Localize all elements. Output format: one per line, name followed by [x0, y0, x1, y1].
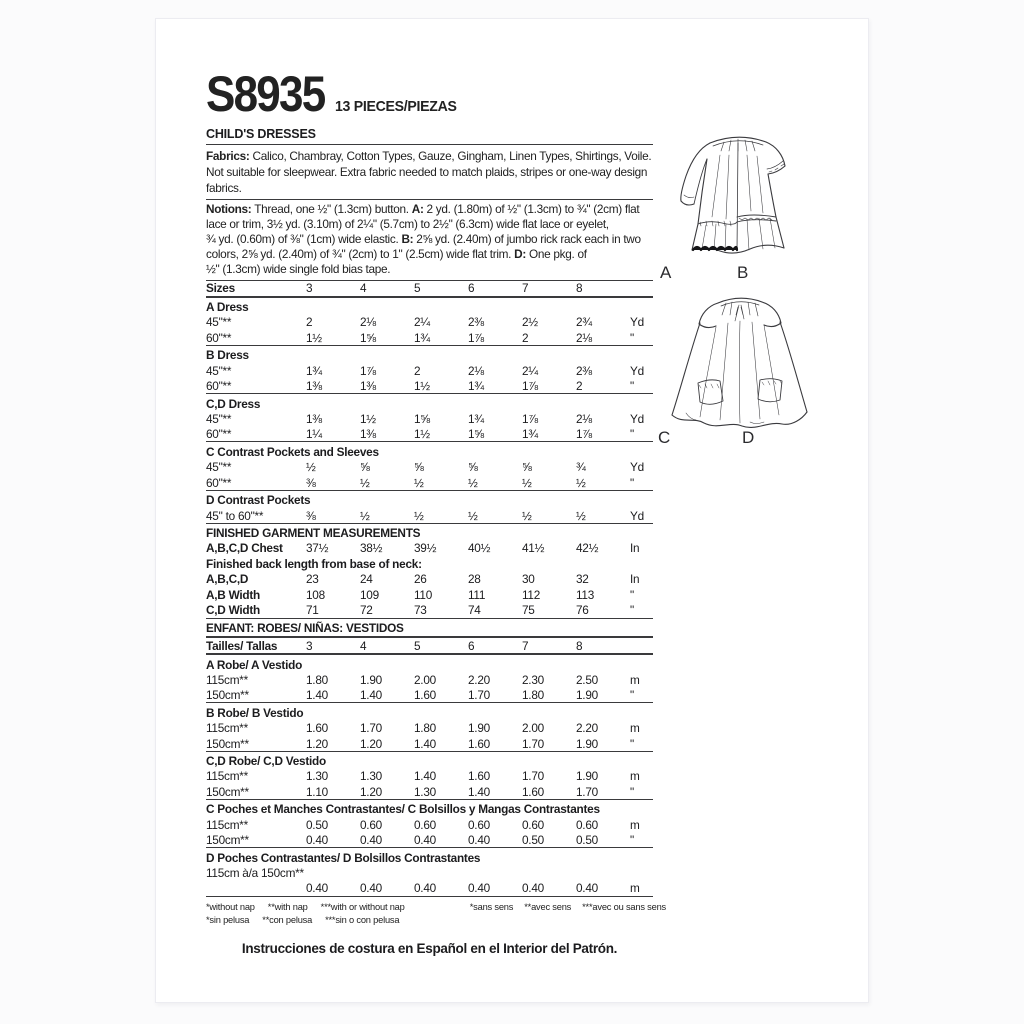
table-row — [206, 865, 653, 880]
section-title: B Dress — [206, 348, 249, 363]
table-row — [206, 329, 653, 344]
title-row — [206, 63, 653, 122]
unit-cell: " — [630, 603, 634, 617]
unit-cell: In — [630, 541, 640, 556]
metric-section-heading: ENFANT: ROBES/ NIÑAS: VESTIDOS — [206, 618, 653, 637]
pattern-number: S8935 — [206, 66, 325, 122]
row-label: Finished back length from base of neck: — [206, 556, 422, 571]
row-label: A,B Width — [206, 587, 260, 602]
value-cell: 30 — [522, 572, 535, 587]
row-label: 45"** — [206, 315, 232, 330]
value-cell: 2⅛ — [576, 330, 592, 345]
size-column-header: 4 — [360, 638, 367, 653]
row-label: 60"** — [206, 475, 232, 490]
unit-cell: Yd — [630, 508, 644, 523]
unit-cell: " — [630, 688, 634, 703]
value-cell: ¾ — [576, 460, 586, 475]
footnote-french-group — [459, 901, 666, 914]
value-cell: 0.60 — [576, 817, 598, 832]
value-cell: 1.30 — [360, 769, 382, 784]
value-cell: 0.40 — [360, 881, 382, 896]
footnote-spanish-group — [206, 914, 412, 927]
section-title-row — [206, 654, 653, 672]
value-cell: 1¾ — [306, 363, 322, 378]
view-b-label: B — [737, 263, 749, 282]
value-cell: 0.50 — [306, 817, 328, 832]
size-column-header: 8 — [576, 638, 583, 653]
value-cell: ½ — [576, 475, 586, 490]
value-cell: ½ — [414, 508, 424, 523]
value-cell: 0.40 — [360, 833, 382, 848]
text-run: Thread, one ½" (1.3cm) button. — [251, 202, 412, 216]
section-title: C,D Dress — [206, 396, 261, 411]
value-cell: 2⅜ — [468, 315, 484, 330]
section-title-row — [206, 441, 653, 459]
row-label: 60"** — [206, 330, 232, 345]
value-cell: 1⅜ — [306, 379, 322, 394]
value-cell: 1⅝ — [468, 427, 484, 442]
value-cell: 71 — [306, 603, 319, 617]
unit-cell: Yd — [630, 411, 644, 426]
row-label: 150cm** — [206, 833, 249, 848]
bold-term: D: — [514, 246, 527, 261]
value-cell: 1.90 — [576, 769, 598, 784]
value-cell: 1.90 — [468, 721, 490, 736]
footnote-line-2 — [206, 914, 666, 927]
table-row — [206, 474, 653, 489]
section-title: C Contrast Pockets and Sleeves — [206, 444, 379, 459]
value-cell: 1¾ — [522, 427, 538, 442]
unit-cell: " — [630, 475, 634, 490]
text-run: Not suitable for sleepwear. Extra fabric needed to match plaids, stripes or one-way design — [206, 165, 648, 179]
value-cell: ⅝ — [414, 460, 424, 475]
section-title-row — [206, 847, 653, 865]
value-cell: 1.80 — [306, 672, 328, 687]
section-title-row — [206, 393, 653, 411]
size-column-header: 6 — [468, 638, 475, 653]
table-row — [206, 880, 653, 895]
table-row — [206, 687, 653, 702]
paragraph-line — [206, 180, 653, 196]
table-row — [206, 720, 653, 735]
paragraph-line — [206, 247, 653, 262]
table-row — [206, 571, 653, 586]
value-cell: 1⅝ — [360, 330, 376, 345]
section-title-row — [206, 297, 653, 315]
value-cell: ½ — [522, 475, 532, 490]
value-cell: 2¾ — [576, 315, 592, 330]
fabrics-paragraph — [206, 148, 653, 200]
value-cell: 1.60 — [414, 688, 436, 703]
row-label: A,B,C,D Chest — [206, 541, 283, 556]
value-cell: 1⅝ — [414, 411, 430, 426]
row-label: 115cm à/a 150cm** — [206, 866, 304, 881]
value-cell: 0.40 — [468, 833, 490, 848]
value-cell: 1.80 — [414, 721, 436, 736]
size-column-header: 3 — [306, 281, 313, 296]
dress-ab-illustration — [650, 129, 830, 299]
value-cell: ½ — [306, 460, 316, 475]
value-cell: 2 — [576, 379, 583, 394]
size-column-header: 3 — [306, 638, 313, 653]
dress-cd-line-art — [646, 291, 836, 446]
value-cell: 1.10 — [306, 784, 328, 799]
value-cell: 1.40 — [306, 688, 328, 703]
header-label: Sizes — [206, 281, 235, 296]
value-cell: 0.60 — [360, 817, 382, 832]
text-run: ½" (1.3cm) wide single fold bias tape. — [206, 261, 391, 276]
footnote-item: ***sin o con pelusa — [325, 915, 400, 926]
section-title: C Poches et Manches Contrastantes/ C Bolsillos y Mangas Contrastantes — [206, 802, 600, 817]
value-cell: 0.50 — [576, 833, 598, 848]
table-row — [206, 602, 653, 617]
row-label: 150cm** — [206, 736, 249, 751]
table-row — [206, 832, 653, 847]
value-cell: 1.90 — [576, 688, 598, 703]
value-cell: 2 — [414, 363, 421, 378]
paragraph-line — [206, 232, 653, 247]
value-cell: 0.40 — [414, 881, 436, 896]
value-cell: 0.40 — [306, 881, 328, 896]
size-column-header: 7 — [522, 638, 529, 653]
value-cell: 24 — [360, 572, 373, 587]
table-row — [206, 555, 653, 570]
value-cell: 1.20 — [360, 736, 382, 751]
metric-yardage-table — [206, 637, 653, 897]
value-cell: 28 — [468, 572, 481, 587]
value-cell: 109 — [360, 587, 379, 602]
value-cell: 1½ — [414, 379, 430, 394]
value-cell: 72 — [360, 603, 373, 617]
pattern-envelope-back — [155, 18, 869, 1003]
value-cell: 75 — [522, 603, 535, 617]
value-cell: 2⅜ — [576, 363, 592, 378]
row-label: 115cm** — [206, 769, 248, 784]
value-cell: ½ — [576, 508, 586, 523]
size-column-header: 8 — [576, 281, 583, 296]
footnote-item: ***with or without nap — [320, 902, 405, 913]
pieces-count: 13 PIECES/PIEZAS — [334, 98, 457, 115]
table-row — [206, 362, 653, 377]
value-cell: 2 — [306, 315, 313, 330]
unit-cell: " — [630, 330, 634, 345]
value-cell: 1.20 — [306, 736, 328, 751]
unit-cell: Yd — [630, 315, 644, 330]
value-cell: 1.70 — [468, 688, 490, 703]
value-cell: 2.50 — [576, 672, 598, 687]
table-row — [206, 314, 653, 329]
value-cell: 2¼ — [522, 363, 538, 378]
text-run: One pkg. of — [526, 246, 587, 261]
value-cell: ½ — [522, 508, 532, 523]
value-cell: ⅝ — [360, 460, 370, 475]
section-title: D Poches Contrastantes/ D Bolsillos Contrastantes — [206, 850, 481, 865]
text-run: fabrics. — [206, 181, 242, 195]
value-cell: 1.60 — [468, 769, 490, 784]
row-label: 60"** — [206, 427, 232, 442]
footnote-item: **con pelusa — [262, 915, 313, 926]
footnote-item: *sin pelusa — [206, 915, 250, 926]
value-cell: 2⅛ — [468, 363, 484, 378]
value-cell: 39½ — [414, 541, 437, 556]
value-cell: 2.00 — [414, 672, 436, 687]
value-cell: ½ — [468, 475, 478, 490]
value-cell: 76 — [576, 603, 589, 617]
value-cell: 1.70 — [576, 784, 598, 799]
value-cell: ⅝ — [468, 460, 478, 475]
size-column-header: 7 — [522, 281, 529, 296]
row-label: 60"** — [206, 379, 232, 394]
row-label: 150cm** — [206, 784, 249, 799]
section-title: FINISHED GARMENT MEASUREMENTS — [206, 526, 421, 541]
row-label: C,D Width — [206, 603, 260, 617]
value-cell: 1.40 — [360, 688, 382, 703]
footnote-item: ***avec ou sans sens — [582, 902, 666, 913]
value-cell: 1.40 — [414, 769, 436, 784]
unit-cell: m — [630, 881, 640, 896]
value-cell: ½ — [414, 475, 424, 490]
value-cell: 1.90 — [360, 672, 382, 687]
paragraph-line — [206, 217, 653, 232]
section-title: B Robe/ B Vestido — [206, 705, 304, 720]
unit-cell: In — [630, 572, 640, 587]
value-cell: 1⅞ — [360, 363, 376, 378]
table-header-row — [206, 637, 653, 654]
footnotes — [206, 901, 666, 927]
value-cell: 1¾ — [414, 330, 430, 345]
footnote-item: **with nap — [267, 902, 308, 913]
value-cell: 1.80 — [522, 688, 544, 703]
value-cell: 2¼ — [414, 315, 430, 330]
value-cell: 2.20 — [576, 721, 598, 736]
value-cell: 1.60 — [306, 721, 328, 736]
value-cell: 23 — [306, 572, 319, 587]
value-cell: 2.00 — [522, 721, 544, 736]
value-cell: 1.90 — [576, 736, 598, 751]
unit-cell: m — [630, 817, 640, 832]
table-row — [206, 411, 653, 426]
document-heading: CHILD'S DRESSES — [206, 127, 653, 145]
value-cell: 41½ — [522, 541, 545, 556]
value-cell: 1⅞ — [522, 411, 538, 426]
value-cell: 1¾ — [468, 379, 484, 394]
table-row — [206, 586, 653, 601]
section-title: D Contrast Pockets — [206, 493, 311, 508]
view-d-label: D — [742, 428, 755, 447]
value-cell: 113 — [576, 587, 595, 602]
footnote-item: *sans sens — [469, 902, 514, 913]
value-cell: 1⅞ — [522, 379, 538, 394]
value-cell: ½ — [468, 508, 478, 523]
value-cell: 0.50 — [522, 833, 544, 848]
value-cell: 110 — [414, 587, 433, 602]
value-cell: 26 — [414, 572, 427, 587]
row-label: 115cm** — [206, 721, 248, 736]
value-cell: 1.30 — [306, 769, 328, 784]
value-cell: 1.20 — [360, 784, 382, 799]
dress-ab-line-art — [650, 129, 830, 279]
main-content-column — [206, 63, 666, 957]
value-cell: 1.60 — [468, 736, 490, 751]
unit-cell: " — [630, 379, 634, 394]
bold-term: A: — [411, 202, 424, 216]
row-label: 45"** — [206, 363, 232, 378]
unit-cell: " — [630, 587, 634, 602]
value-cell: 1⅞ — [576, 427, 592, 442]
table-row — [206, 735, 653, 750]
value-cell: ⅝ — [522, 460, 532, 475]
section-title: A Dress — [206, 300, 249, 315]
value-cell: 1⅜ — [360, 427, 376, 442]
value-cell: 2.30 — [522, 672, 544, 687]
row-label: 115cm** — [206, 817, 248, 832]
table-row — [206, 816, 653, 831]
section-title: C,D Robe/ C,D Vestido — [206, 754, 326, 769]
footnote-item: **avec sens — [524, 902, 572, 913]
table-row — [206, 672, 653, 687]
unit-cell: " — [630, 736, 634, 751]
value-cell: 0.60 — [414, 817, 436, 832]
notions-paragraph — [206, 202, 653, 280]
text-run: lace or trim, 3½ yd. (3.10m) of 2¼" (5.7cm) to 2½" (6.3cm) wide flat lace or eyelet, — [206, 216, 609, 231]
footnote-line-1 — [206, 901, 666, 914]
unit-cell: " — [630, 427, 634, 442]
unit-cell: m — [630, 769, 640, 784]
value-cell: 74 — [468, 603, 481, 617]
footnote-item: *without nap — [206, 902, 255, 913]
value-cell: 0.40 — [468, 881, 490, 896]
paragraph-line — [206, 202, 653, 217]
value-cell: 2.20 — [468, 672, 490, 687]
value-cell: 1.30 — [414, 784, 436, 799]
value-cell: 0.60 — [522, 817, 544, 832]
spanish-instructions-note: Instrucciones de costura en Español en el Interior del Patrón. — [241, 941, 618, 957]
section-title-row — [206, 345, 653, 363]
value-cell: 2⅛ — [360, 315, 376, 330]
section-title-row — [206, 799, 653, 817]
text-run: colors, 2⅝ yd. (2.40m) of ¾" (2cm) to 1" (2.5cm) wide flat trim. — [206, 246, 515, 261]
value-cell: 1⅜ — [360, 379, 376, 394]
table-row — [206, 768, 653, 783]
value-cell: 1.70 — [360, 721, 382, 736]
table-header-row — [206, 280, 653, 297]
text-run: 2⅝ yd. (2.40m) of jumbo rick rack each in two — [413, 231, 641, 246]
text-run: Calico, Chambray, Cotton Types, Gauze, Gingham, Linen Types, Shirtings, Voile. — [249, 149, 652, 163]
section-title-row — [206, 702, 653, 720]
text-run: 2 yd. (1.80m) of ½" (1.3cm) to ¾" (2cm) flat — [423, 202, 640, 216]
bold-term: B: — [401, 231, 414, 246]
value-cell: ½ — [360, 475, 370, 490]
view-c-label: C — [658, 428, 671, 447]
value-cell: 2 — [522, 330, 529, 345]
paragraph-line — [206, 148, 653, 164]
unit-cell: Yd — [630, 363, 644, 378]
section-title: A Robe/ A Vestido — [206, 657, 303, 672]
value-cell: 1⅞ — [468, 330, 484, 345]
value-cell: 111 — [468, 587, 486, 602]
value-cell: 1¾ — [468, 411, 484, 426]
value-cell: 112 — [522, 587, 541, 602]
value-cell: 2⅛ — [576, 411, 592, 426]
value-cell: 1.40 — [468, 784, 490, 799]
value-cell: 42½ — [576, 541, 599, 556]
value-cell: 1½ — [306, 330, 322, 345]
value-cell: 2½ — [522, 315, 538, 330]
value-cell: 37½ — [306, 541, 329, 556]
section-title-row — [206, 751, 653, 769]
header-label: Tailles/ Tallas — [206, 638, 278, 653]
value-cell: ⅜ — [306, 475, 316, 490]
value-cell: 1.70 — [522, 736, 544, 751]
row-label: 45"** — [206, 460, 232, 475]
section-title-row — [206, 523, 653, 541]
value-cell: ½ — [360, 508, 370, 523]
dress-cd-illustration — [646, 291, 836, 466]
table-row — [206, 426, 653, 441]
unit-cell: " — [630, 784, 634, 799]
value-cell: 1½ — [414, 427, 430, 442]
view-a-label: A — [660, 263, 672, 282]
row-label: 45"** — [206, 411, 232, 426]
footnote-english-group — [206, 901, 418, 914]
unit-cell: m — [630, 721, 640, 736]
value-cell: 40½ — [468, 541, 491, 556]
table-row — [206, 378, 653, 393]
row-label: 45" to 60"** — [206, 508, 264, 523]
paragraph-line — [206, 164, 653, 180]
paragraph-line — [206, 262, 653, 277]
value-cell: 1¼ — [306, 427, 322, 442]
bold-term: Fabrics: — [206, 149, 250, 163]
value-cell: 38½ — [360, 541, 383, 556]
size-column-header: 5 — [414, 638, 421, 653]
value-cell: 0.40 — [522, 881, 544, 896]
value-cell: 1.40 — [414, 736, 436, 751]
table-row — [206, 540, 653, 555]
table-row — [206, 507, 653, 522]
value-cell: 1½ — [360, 411, 376, 426]
size-column-header: 5 — [414, 281, 421, 296]
row-label: 115cm** — [206, 672, 248, 687]
section-title-row — [206, 490, 653, 508]
unit-cell: Yd — [630, 460, 644, 475]
value-cell: 32 — [576, 572, 589, 587]
value-cell: 0.60 — [468, 817, 490, 832]
value-cell: 0.40 — [576, 881, 598, 896]
imperial-yardage-table — [206, 280, 653, 617]
value-cell: 0.40 — [414, 833, 436, 848]
value-cell: 108 — [306, 587, 325, 602]
unit-cell: " — [630, 833, 634, 848]
value-cell: ⅜ — [306, 508, 316, 523]
size-column-header: 4 — [360, 281, 367, 296]
value-cell: 1⅜ — [306, 411, 322, 426]
row-label: A,B,C,D — [206, 572, 249, 587]
value-cell: 73 — [414, 603, 427, 617]
value-cell: 0.40 — [306, 833, 328, 848]
unit-cell: m — [630, 672, 640, 687]
table-row — [206, 783, 653, 798]
size-column-header: 6 — [468, 281, 475, 296]
value-cell: 1.60 — [522, 784, 544, 799]
row-label: 150cm** — [206, 688, 249, 703]
bold-term: Notions: — [206, 202, 252, 216]
value-cell: 1.70 — [522, 769, 544, 784]
table-row — [206, 459, 653, 474]
text-run: ¾ yd. (0.60m) of ⅜" (1cm) wide elastic. — [206, 231, 402, 246]
